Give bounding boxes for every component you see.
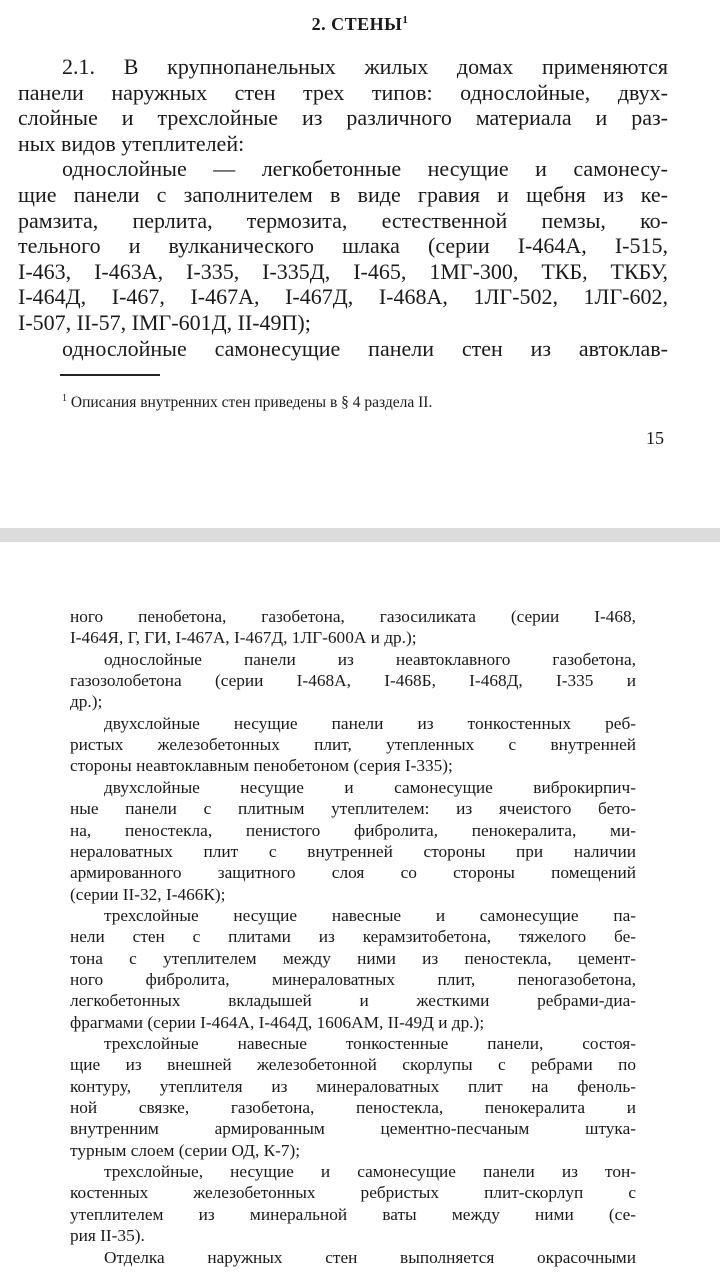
text-line: I-464Д, I-467, I-467A, I-467Д, I-468A, 1ЛГ-502, 1ЛГ-602, [18, 284, 668, 310]
footnote-divider [60, 374, 160, 376]
text-line: тельного и вулканического шлака (серии I-464A, I-515, [18, 233, 668, 259]
page-separator [0, 528, 720, 542]
text-line: рамзита, перлита, термозита, естественной пемзы, ко- [18, 207, 668, 233]
text-line: на, пеностекла, пенистого фибролита, пенокералита, ми- [70, 820, 636, 840]
text-line: (серии II-32, I-466К); [70, 884, 226, 904]
top-page [0, 0, 720, 528]
text-line: однослойные самонесущие панели стен из автоклав- [62, 335, 668, 361]
footnote [62, 389, 622, 413]
text-line: рия II-35). [70, 1226, 145, 1246]
text-line: турным слоем (серии ОД, К-7); [70, 1140, 301, 1160]
text-line: фрагмами (серии I-464A, I-464Д, 1606АМ, II-49Д и др.); [70, 1012, 485, 1032]
text-line: легкобетонных вкладышей и жесткими ребрами-диа- [70, 991, 636, 1011]
text-line: ных видов утеплителей: [18, 130, 245, 156]
text-line: трехслойные несущие навесные и самонесущие па- [104, 905, 636, 925]
section-heading [0, 14, 720, 35]
text-line: тона с утеплителем между ними из пеностекла, цемент- [70, 948, 636, 968]
text-line: трехслойные навесные тонкостенные панели, состоя- [104, 1034, 636, 1053]
text-line: щие панели с заполнителем в виде гравия и щебня из ке- [18, 182, 668, 207]
bottom-page [0, 542, 720, 1280]
footnote-text: Описания внутренних стен приведены в § 4 раздела II. [70, 394, 433, 412]
text-line: двухслойные несущие и самонесущие виброкирпич- [104, 777, 636, 797]
text-line: однослойные панели из неавтоклавного газобетона, [104, 649, 636, 669]
text-line: I-464Я, Г, ГИ, I-467A, I-467Д, 1ЛГ-600А и др.); [70, 628, 417, 648]
text-line: ного фибролита, минераловатных плит, пеногазобетона, [70, 969, 636, 989]
text-line: армированного защитного слоя со стороны помещений [70, 863, 636, 883]
text-line: I-507, II-57, IМГ-601Д, II-49П); [18, 310, 311, 335]
text-line: ные панели с плитным утеплителем: из ячеистого бето- [70, 799, 636, 819]
text-line: трехслойные, несущие и самонесущие панели из тон- [104, 1162, 636, 1182]
text-line: внутренним армированным цементно-песчаным штука- [70, 1119, 636, 1139]
text-line: др.); [70, 692, 103, 712]
text-line: нели стен с плитами из керамзитобетона, тяжелого бе- [70, 927, 636, 947]
text-line: I-463, I-463A, I-335, I-335Д, I-465, 1МГ-300, ТКБ, ТКБУ, [18, 258, 668, 284]
section-heading-text: 2. СТЕНЫ [311, 14, 403, 34]
text-line: утеплителем из минеральной ваты между ними (се- [70, 1204, 636, 1224]
text-line: двухслойные несущие панели из тонкостенных реб- [104, 713, 636, 733]
text-line: газозолобетона (серии I-468A, I-468Б, I-468Д, I-335 и [70, 671, 636, 691]
text-line: щие из внешней железобетонной скорлупы с ребрами по [70, 1055, 636, 1075]
text-line: контуру, утеплителя из минераловатных плит на феноль- [70, 1076, 636, 1096]
text-line: стороны неавтоклавным пенобетоном (серия I-335); [70, 756, 453, 776]
heading-footnote-mark: 1 [402, 14, 409, 26]
text-line: ного пенобетона, газобетона, газосиликата (серии I-468, [70, 607, 636, 626]
text-line: ристых железобетонных плит, утепленных с внутренней [70, 735, 636, 755]
page-number: 15 [646, 428, 664, 448]
text-line: панели наружных стен трех типов: однослойные, двух- [18, 79, 668, 105]
text-line: слойные и трехслойные из различного материала и раз- [18, 105, 668, 131]
text-line: нераловатных плит с внутренней стороны при наличии [70, 841, 636, 861]
text-line: Отделка наружных стен выполняется окрасочными [104, 1247, 636, 1267]
text-line: однослойные — легкобетонные несущие и самонесу- [62, 156, 668, 182]
text-line: костенных железобетонных ребристых плит-скорлуп с [70, 1183, 636, 1203]
text-line: 2.1. В крупнопанельных жилых домах применяются [62, 54, 668, 79]
footnote-mark: 1 [62, 393, 67, 404]
text-line: ной связке, газобетона, пеностекла, пенокералита и [70, 1098, 636, 1118]
